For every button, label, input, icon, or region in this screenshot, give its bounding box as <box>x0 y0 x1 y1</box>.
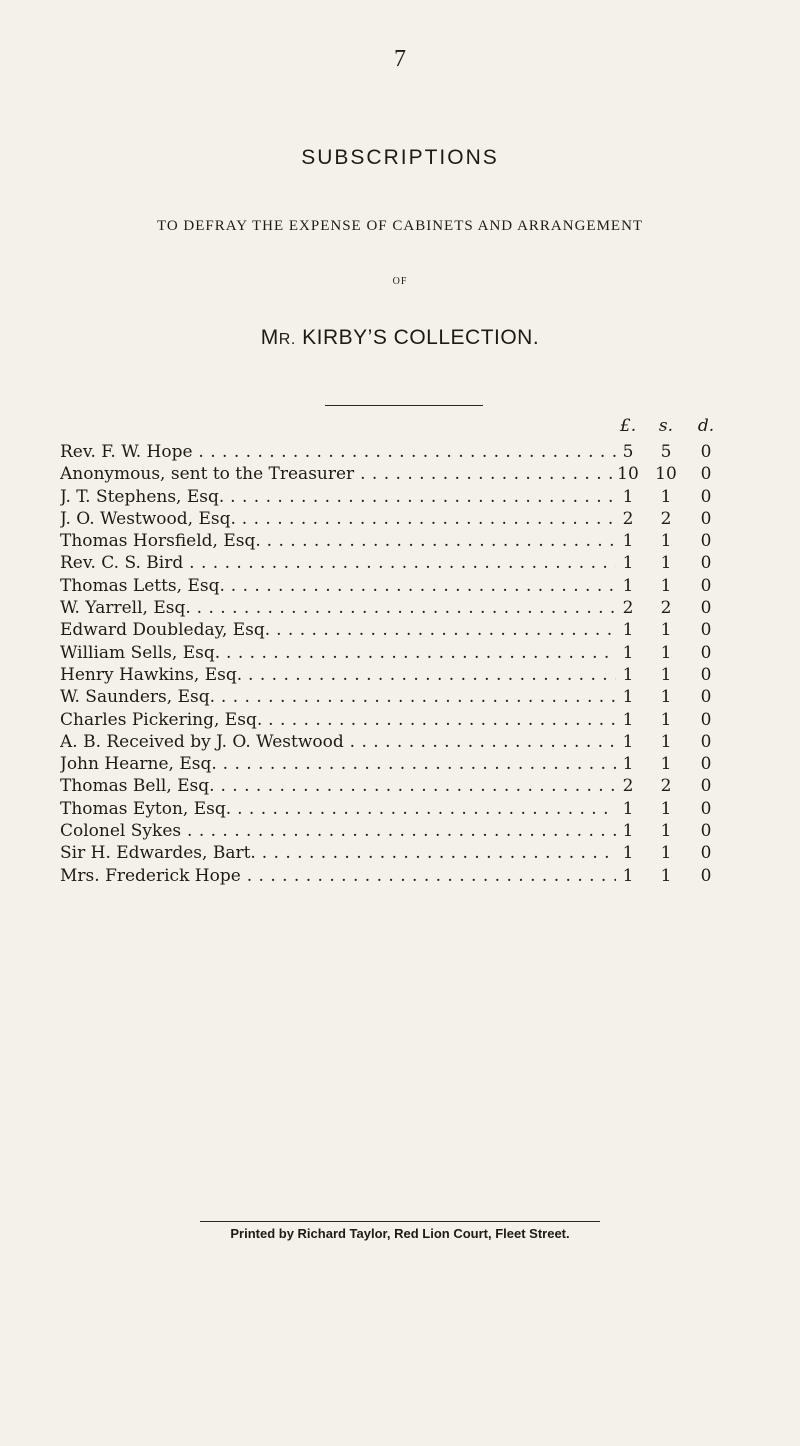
printer-imprint: Printed by Richard Taylor, Red Lion Court, Fleet Street. <box>230 1226 570 1241</box>
pence-amount: 0 <box>700 598 712 619</box>
subscriber-name: Edward Doubleday, Esq. . . . <box>60 619 616 641</box>
collection-heading <box>0 326 800 350</box>
page-number: 7 <box>394 46 406 72</box>
shillings-amount: 2 <box>660 598 672 619</box>
pounds-amount: 1 <box>622 754 634 775</box>
subscriber-name: Thomas Bell, Esq. . . . <box>60 775 616 797</box>
pounds-amount: 1 <box>622 664 634 685</box>
subscription-row <box>60 798 760 820</box>
subscription-row <box>60 463 760 485</box>
pence-amount: 0 <box>700 754 712 775</box>
pence-amount: 0 <box>700 865 712 886</box>
subscription-row <box>60 575 760 597</box>
subscriber-name: Rev. C. S. Bird . . . <box>60 552 616 574</box>
subscription-row <box>60 619 760 641</box>
shillings-amount: 1 <box>660 553 672 574</box>
subscription-row <box>60 642 760 664</box>
collection-prefix-initial: M <box>260 326 279 349</box>
subscriber-name: W. Yarrell, Esq. . . . <box>60 597 616 619</box>
subscriber-name: Rev. F. W. Hope . . . <box>60 441 616 463</box>
shillings-amount: 1 <box>660 687 672 708</box>
shillings-amount: 1 <box>660 664 672 685</box>
shillings-header: s. <box>658 416 674 436</box>
subscription-row <box>60 597 760 619</box>
subscription-row <box>60 731 760 753</box>
subscription-row <box>60 441 760 463</box>
currency-headers <box>0 416 800 440</box>
pounds-amount: 1 <box>622 620 634 641</box>
shillings-amount: 10 <box>655 464 677 485</box>
subscriber-name: A. B. Received by J. O. Westwood . . . <box>60 731 616 753</box>
pounds-amount: 1 <box>622 486 634 507</box>
pence-amount: 0 <box>700 664 712 685</box>
pounds-amount: 1 <box>622 642 634 663</box>
subscriber-name: Colonel Sykes . . . <box>60 820 616 842</box>
pounds-amount: 1 <box>622 687 634 708</box>
subscription-row <box>60 820 760 842</box>
subscriber-name: John Hearne, Esq. . . . <box>60 753 616 775</box>
subscription-row <box>60 753 760 775</box>
pounds-amount: 1 <box>622 709 634 730</box>
subscription-row <box>60 842 760 864</box>
subscriber-name: Thomas Eyton, Esq. . . . <box>60 798 616 820</box>
pence-amount: 0 <box>700 798 712 819</box>
pence-amount: 0 <box>700 553 712 574</box>
pence-header: d. <box>697 416 715 436</box>
page-title: SUBSCRIPTIONS <box>301 146 499 169</box>
pence-amount: 0 <box>700 776 712 797</box>
footer-rule <box>200 1221 600 1222</box>
pence-amount: 0 <box>700 687 712 708</box>
shillings-amount: 1 <box>660 821 672 842</box>
subscription-list <box>60 441 760 887</box>
pence-amount: 0 <box>700 442 712 462</box>
pounds-amount: 10 <box>617 464 639 485</box>
pounds-amount: 1 <box>622 575 634 596</box>
subscription-row <box>60 775 760 797</box>
shillings-amount: 1 <box>660 620 672 641</box>
subscriber-name: Thomas Horsfield, Esq. . . . <box>60 530 616 552</box>
shillings-amount: 1 <box>660 731 672 752</box>
divider-rule <box>325 405 483 406</box>
pence-amount: 0 <box>700 642 712 663</box>
shillings-amount: 2 <box>660 508 672 529</box>
subscriber-name: W. Saunders, Esq. . . . <box>60 686 616 708</box>
subscription-row <box>60 508 760 530</box>
pence-amount: 0 <box>700 575 712 596</box>
pounds-amount: 1 <box>622 865 634 886</box>
shillings-amount: 2 <box>660 776 672 797</box>
subscription-row <box>60 709 760 731</box>
shillings-amount: 1 <box>660 531 672 552</box>
pence-amount: 0 <box>700 486 712 507</box>
pence-amount: 0 <box>700 821 712 842</box>
shillings-amount: 1 <box>660 754 672 775</box>
pounds-amount: 2 <box>622 776 634 797</box>
subscription-row <box>60 664 760 686</box>
page-subtitle: TO DEFRAY THE EXPENSE OF CABINETS AND ARRANGEMENT <box>156 218 644 234</box>
subscriber-name: Thomas Letts, Esq. . . . <box>60 575 616 597</box>
subscriber-name: Charles Pickering, Esq. . . . <box>60 709 616 731</box>
pence-amount: 0 <box>700 531 712 552</box>
shillings-amount: 1 <box>660 798 672 819</box>
shillings-amount: 1 <box>660 486 672 507</box>
subscriber-name: J. O. Westwood, Esq. . . . <box>60 508 616 530</box>
shillings-amount: 1 <box>660 843 672 864</box>
subscription-row <box>60 530 760 552</box>
pounds-amount: 1 <box>622 843 634 864</box>
pounds-amount: 2 <box>622 508 634 529</box>
collection-name: KIRBY’S COLLECTION. <box>295 326 540 349</box>
pence-amount: 0 <box>700 731 712 752</box>
of-line: OF <box>392 276 408 287</box>
subscriber-name: William Sells, Esq. . . . <box>60 642 616 664</box>
pounds-amount: 2 <box>622 598 634 619</box>
subscriber-name: J. T. Stephens, Esq. . . . <box>60 486 616 508</box>
pence-amount: 0 <box>700 508 712 529</box>
subscriber-name: Mrs. Frederick Hope . . . <box>60 865 616 887</box>
shillings-amount: 5 <box>660 442 672 462</box>
subscription-row <box>60 865 760 887</box>
subscription-row <box>60 486 760 508</box>
subscriber-name: Sir H. Edwardes, Bart. . . . <box>60 842 616 864</box>
shillings-amount: 1 <box>660 709 672 730</box>
pounds-amount: 1 <box>622 821 634 842</box>
pence-amount: 0 <box>700 620 712 641</box>
shillings-amount: 1 <box>660 642 672 663</box>
pounds-amount: 5 <box>622 442 634 462</box>
pence-amount: 0 <box>700 709 712 730</box>
subscriber-name: Henry Hawkins, Esq. . . . <box>60 664 616 686</box>
pounds-amount: 1 <box>622 731 634 752</box>
subscription-row <box>60 686 760 708</box>
pounds-header: £. <box>619 416 637 436</box>
pounds-amount: 1 <box>622 798 634 819</box>
pounds-amount: 1 <box>622 553 634 574</box>
pence-amount: 0 <box>700 843 712 864</box>
pence-amount: 0 <box>700 464 712 485</box>
subscriber-name: Anonymous, sent to the Treasurer . . . <box>60 463 616 485</box>
pounds-amount: 1 <box>622 531 634 552</box>
subscription-row <box>60 552 760 574</box>
shillings-amount: 1 <box>660 865 672 886</box>
shillings-amount: 1 <box>660 575 672 596</box>
collection-prefix-rest: R. <box>278 331 296 348</box>
